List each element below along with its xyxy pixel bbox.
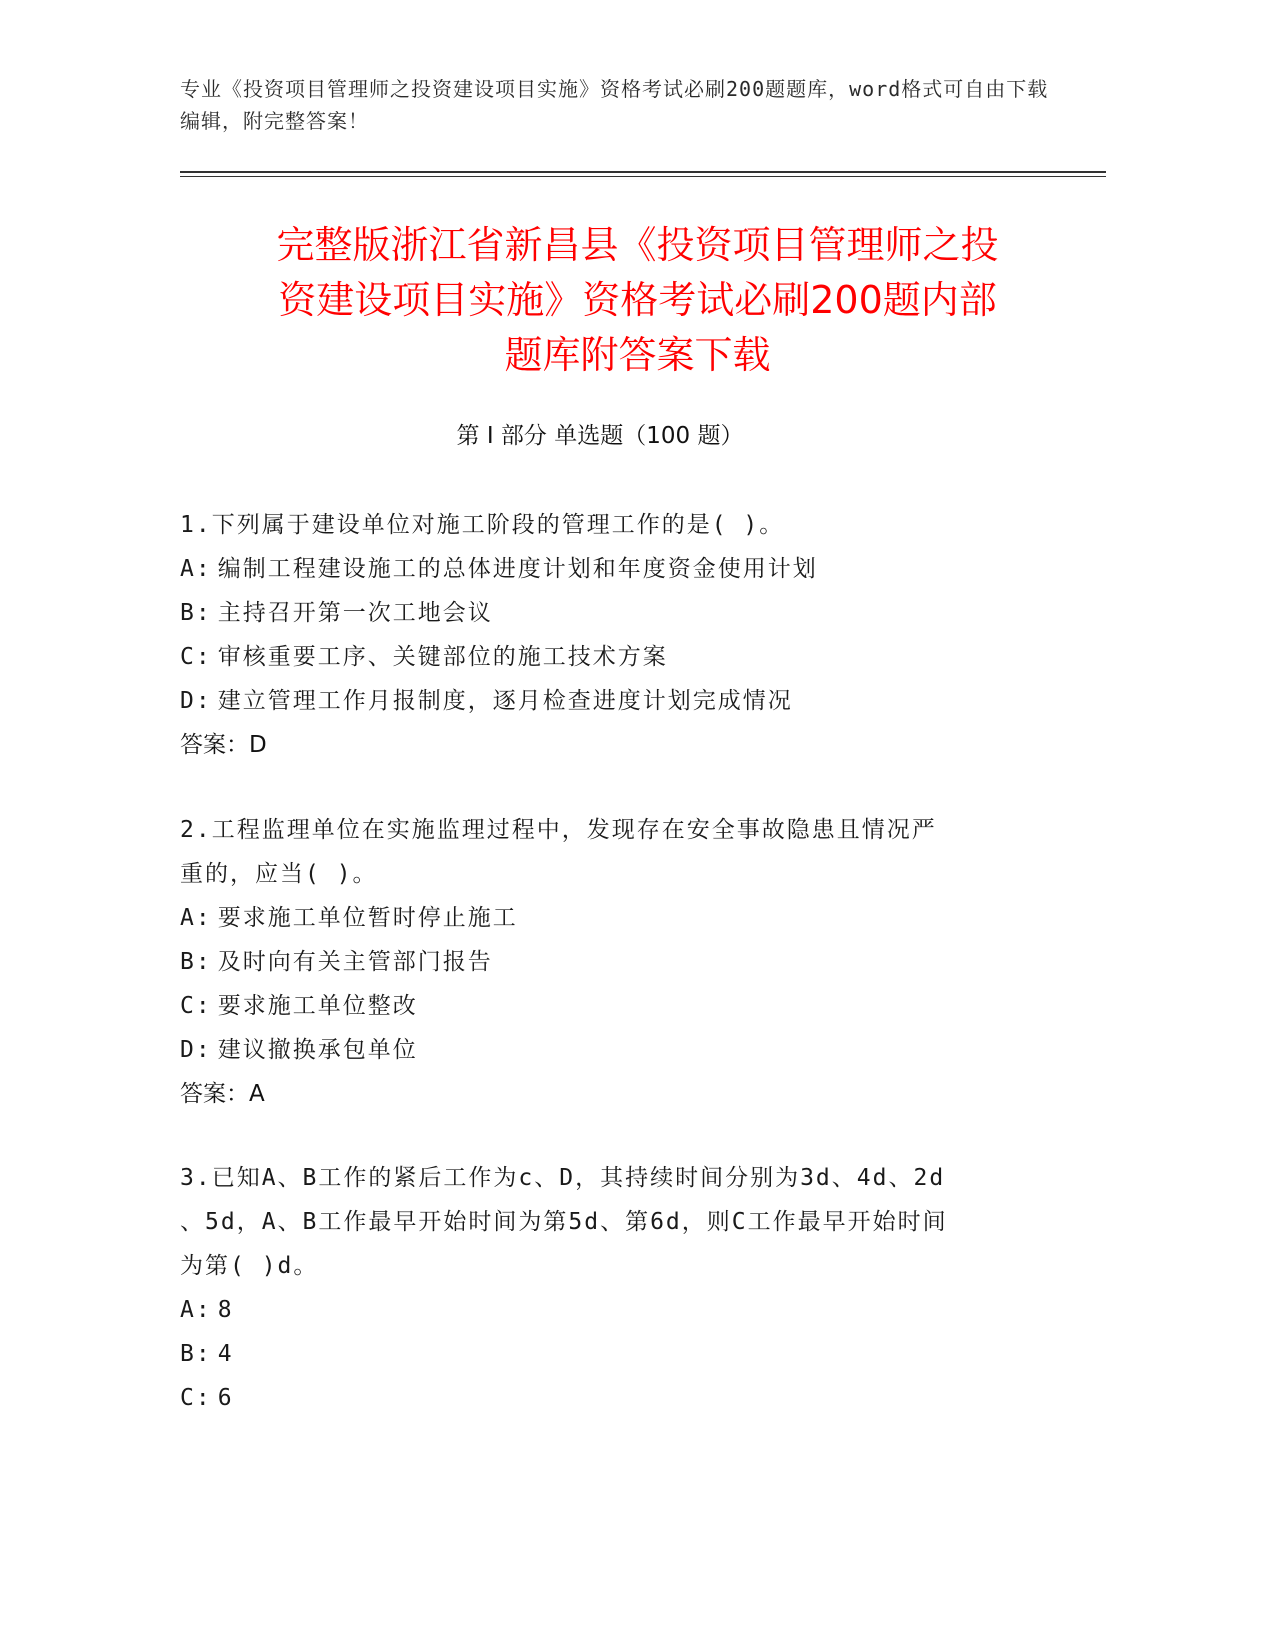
option-d	[180, 679, 1060, 723]
option-text: 及时向有关主管部门报告	[217, 949, 493, 975]
title-line-2: 资建设项目实施》资格考试必刷200题内部	[278, 278, 997, 322]
question-stem-line-1: 2.工程监理单位在实施监理过程中，发现存在安全事故隐患且情况严	[180, 817, 937, 843]
option-key: D:	[180, 1037, 212, 1063]
option-b	[180, 940, 1060, 984]
option-key: C:	[180, 993, 212, 1019]
option-c	[180, 635, 1060, 679]
option-text: 要求施工单位整改	[217, 993, 418, 1019]
question-1	[180, 503, 1060, 767]
option-text: 8	[217, 1297, 234, 1323]
option-d	[180, 1028, 1060, 1072]
option-text: 4	[217, 1341, 234, 1367]
option-text: 主持召开第一次工地会议	[217, 600, 493, 626]
question-stem: 1.下列属于建设单位对施工阶段的管理工作的是( )。	[180, 512, 785, 538]
question-3	[180, 1156, 1060, 1420]
question-stem-line-1: 3.已知A、B工作的紧后工作为c、D，其持续时间分别为3d、4d、2d	[180, 1165, 946, 1191]
option-key: B:	[180, 949, 212, 975]
option-c	[180, 984, 1060, 1028]
option-text: 要求施工单位暂时停止施工	[217, 905, 518, 931]
option-text: 建立管理工作月报制度，逐月检查进度计划完成情况	[217, 688, 793, 714]
header-note: 专业《投资项目管理师之投资建设项目实施》资格考试必刷200题题库，word格式可自由下载编辑，附完整答案！	[180, 77, 1049, 133]
option-text: 建议撤换承包单位	[217, 1037, 418, 1063]
option-key: D:	[180, 688, 212, 714]
document-title	[160, 218, 1115, 383]
option-b	[180, 1332, 1060, 1376]
title-line-1: 完整版浙江省新昌县《投资项目管理师之投	[276, 223, 999, 267]
option-text: 审核重要工序、关键部位的施工技术方案	[217, 644, 668, 670]
question-stem-line-2: 、5d，A、B工作最早开始时间为第5d、第6d，则C工作最早开始时间	[180, 1209, 948, 1235]
header-divider-thick	[180, 171, 1106, 173]
option-c	[180, 1376, 1060, 1420]
option-text: 编制工程建设施工的总体进度计划和年度资金使用计划	[217, 556, 818, 582]
section-heading: 第 I 部分 单选题（100 题）	[456, 423, 744, 449]
question-2	[180, 808, 1060, 1116]
option-b	[180, 591, 1060, 635]
option-key: A:	[180, 556, 212, 582]
option-a	[180, 1288, 1060, 1332]
option-key: C:	[180, 644, 212, 670]
option-key: A:	[180, 905, 212, 931]
title-line-3: 题库附答案下载	[504, 333, 771, 377]
question-stem-line-2: 重的，应当( )。	[180, 861, 378, 887]
question-stem-line-3: 为第( )d。	[180, 1253, 319, 1279]
option-key: B:	[180, 600, 212, 626]
header-divider-thin	[180, 176, 1106, 177]
option-key: B:	[180, 1341, 212, 1367]
option-key: C:	[180, 1385, 212, 1411]
answer-label: 答案：D	[180, 732, 267, 758]
option-a	[180, 896, 1060, 940]
option-key: A:	[180, 1297, 212, 1323]
option-text: 6	[217, 1385, 234, 1411]
answer-label: 答案：A	[180, 1081, 265, 1107]
option-a	[180, 547, 1060, 591]
